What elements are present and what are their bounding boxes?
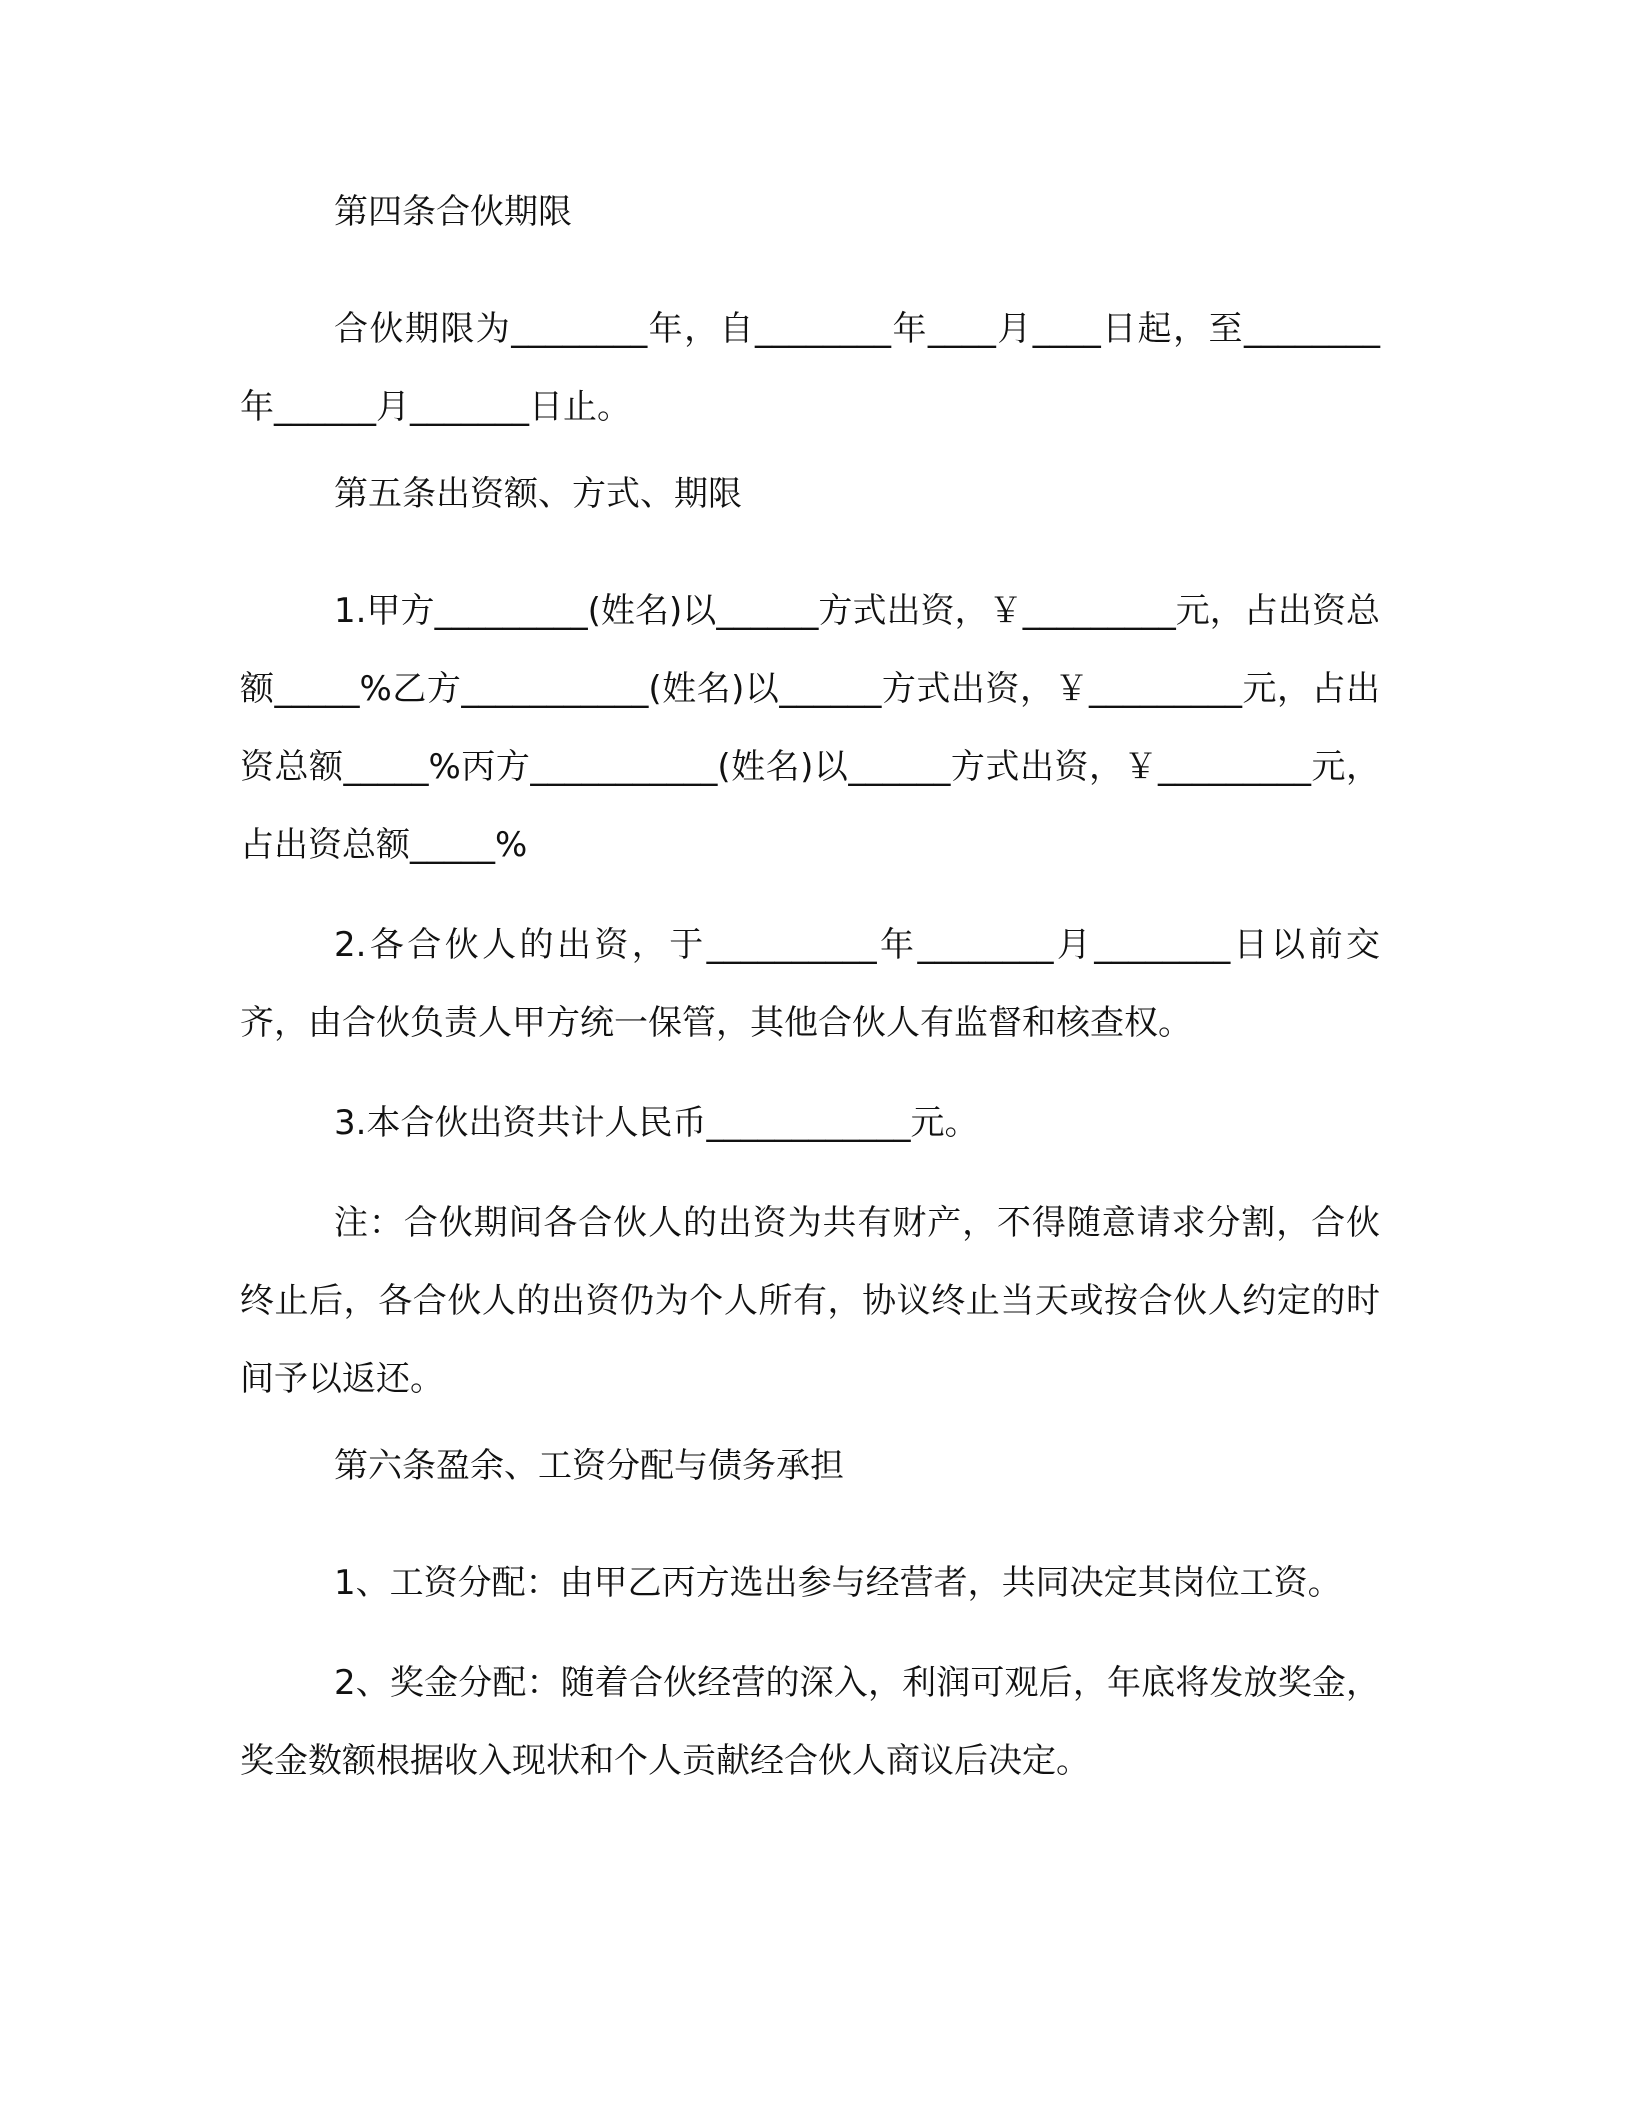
article-5-note-paragraph: 注：合伙期间各合伙人的出资为共有财产，不得随意请求分割，合伙终止后，各合伙人的出资仍为个人所有，协议终止当天或按合伙人约定的时间予以返还。: [240, 1203, 1380, 1399]
article-5-heading: 第五条出资额、方式、期限: [334, 474, 742, 514]
article-5-deadline-paragraph: 2.各合伙人的出资，于__________年________月________日以前交齐，由合伙负责人甲方统一保管，其他合伙人有监督和核查权。: [240, 925, 1380, 1043]
article-5-total-paragraph: 3.本合伙出资共计人民币____________元。: [334, 1103, 979, 1143]
article-5-contribution-paragraph: 1.甲方_________(姓名)以______方式出资，￥_________元，占出资总额_____%乙方___________(姓名)以______方式出资，￥_________元，占出资总额_____%丙方___________(姓名)以______方式出资，￥_________元，占出资总额_____%: [240, 591, 1380, 865]
article-4-term-paragraph: 合伙期限为________年，自________年____月____日起，至________年______月_______日止。: [240, 309, 1380, 427]
article-6-salary-paragraph: 1、工资分配：由甲乙丙方选出参与经营者，共同决定其岗位工资。: [334, 1563, 1342, 1603]
article-6-heading: 第六条盈余、工资分配与债务承担: [334, 1446, 844, 1486]
article-4-heading: 第四条合伙期限: [334, 192, 572, 232]
document-body: [240, 186, 1380, 1822]
article-6-bonus-paragraph: 2、奖金分配：随着合伙经营的深入，利润可观后，年底将发放奖金，奖金数额根据收入现状和个人贡献经合伙人商议后决定。: [240, 1663, 1380, 1781]
